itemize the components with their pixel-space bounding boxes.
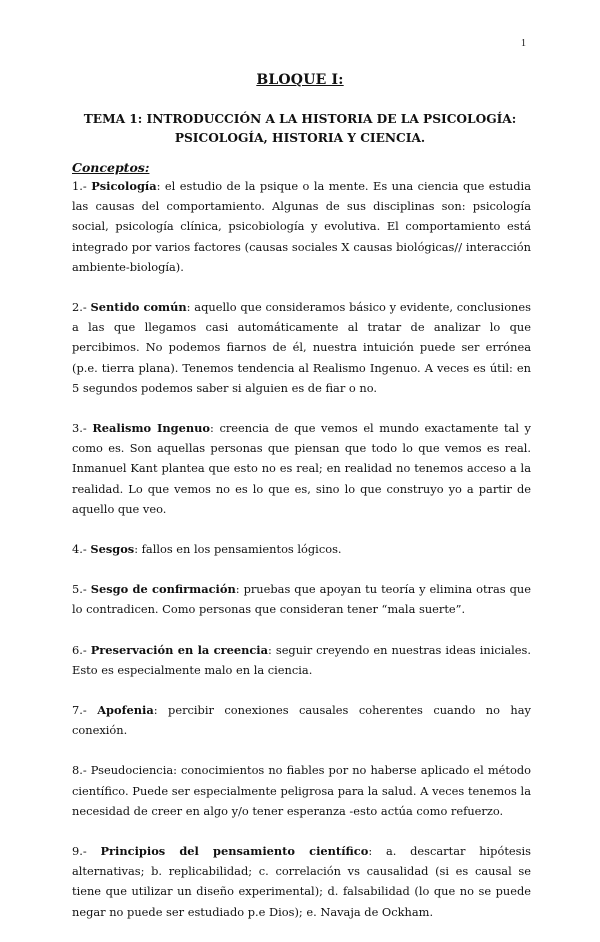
concept-definition: a. descartar hipótesis alternativas; b. replicabilidad; c. correlación vs causalidad (si es causal se tiene que utilizar un diseño experimental); d. falsabilidad (lo que no se puede negar no puede ser estudiado p.e Dios); e. Navaja de Ockham.: [72, 844, 531, 919]
concept-separator: :: [134, 542, 139, 557]
concept-item: [72, 760, 531, 821]
page-number: 1: [521, 38, 526, 49]
concept-separator: :: [156, 179, 161, 193]
concept-item: [72, 841, 531, 922]
topic-heading-line-2: PSICOLOGÍA, HISTORIA Y CIENCIA.: [174, 131, 426, 145]
concept-term: Realismo Ingenuo: [92, 421, 211, 436]
concept-number: 2.-: [72, 300, 87, 315]
concept-separator: :: [268, 642, 272, 657]
concept-definition: aquello que consideramos básico y evidente, conclusiones a las que llegamos casi automáticamente al tratar de analizar lo que percibimos. No podemos fiarnos de él, nuestra intuición puede ser errónea (p.e. tierra plana). Tenemos tendencia al Realismo Ingenuo. A veces es útil: en 5 segundos podemos saber si alguien es de fiar o no.: [72, 300, 531, 395]
concept-term: Pseudociencia: [90, 763, 174, 778]
concept-separator: :: [210, 421, 214, 436]
concept-number: 8.-: [72, 763, 87, 778]
concept-item: [72, 297, 531, 398]
concept-separator: :: [186, 300, 191, 315]
concept-number: 9.-: [72, 844, 87, 859]
concept-term: Psicología: [91, 179, 157, 193]
concept-number: 1.-: [72, 179, 87, 193]
page-title: BLOQUE I:: [256, 72, 344, 88]
concept-separator: :: [153, 703, 158, 718]
concept-definition: el estudio de la psique o la mente. Es una ciencia que estudia las causas del comportamiento. Algunas de sus disciplinas son: psicología social, psicología clínica, psicobiología y evolutiva. El comportamiento está integrado por varios factores (causas sociales X causas biológicas// interacción ambiente-biología).: [72, 179, 531, 274]
concept-separator: :: [173, 763, 177, 778]
concept-definition: seguir creyendo en nuestras ideas iniciales. Esto es especialmente malo en la ciencia.: [72, 642, 531, 677]
concept-term: Apofenia: [97, 703, 154, 718]
concept-term: Sesgos: [90, 542, 135, 557]
concept-number: 5.-: [72, 582, 87, 597]
concept-number: 4.-: [72, 542, 87, 557]
concept-item: [72, 640, 531, 680]
concept-term: Preservación en la creencia: [90, 642, 268, 657]
concept-definition: fallos en los pensamientos lógicos.: [138, 542, 342, 557]
concept-number: 6.-: [72, 642, 87, 657]
concept-item: [72, 579, 531, 619]
topic-heading: [70, 110, 530, 148]
concept-term: Sentido común: [90, 300, 187, 315]
concept-separator: :: [235, 582, 240, 597]
concept-item: [72, 418, 531, 519]
concept-item: [72, 700, 531, 740]
concept-definition: percibir conexiones causales coherentes cuando no hay conexión.: [72, 703, 531, 738]
concept-number: 3.-: [72, 421, 87, 436]
concept-term: Sesgo de confirmación: [90, 582, 236, 597]
concept-number: 7.-: [72, 703, 87, 718]
concept-item: [72, 539, 531, 559]
section-label: Conceptos:: [72, 160, 150, 175]
concept-definition: conocimientos no fiables por no haberse aplicado el método científico. Puede ser especialmente peligrosa para la salud. A veces tenemos la necesidad de creer en algo y/o tener esperanza -esto actúa como refuerzo.: [72, 763, 532, 818]
concept-separator: :: [368, 844, 373, 859]
concept-definition: pruebas que apoyan tu teoría y elimina otras que lo contradicen. Como personas que consideran tener “mala suerte”.: [72, 582, 532, 617]
topic-heading-line-1: TEMA 1: INTRODUCCIÓN A LA HISTORIA DE LA PSICOLOGÍA:: [83, 112, 517, 126]
concept-definition: creencia de que vemos el mundo exactamente tal y como es. Son aquellas personas que piensan que todo lo que vemos es real. Inmanuel Kant plantea que esto no es real; en realidad no tenemos acceso a la realidad. Lo que vemos no es lo que es, sino lo que construyo yo a partir de aquello que veo.: [72, 421, 531, 516]
concept-list: [72, 176, 531, 942]
concept-term: Principios del pensamiento científico: [100, 844, 369, 859]
concept-item: [72, 176, 531, 277]
